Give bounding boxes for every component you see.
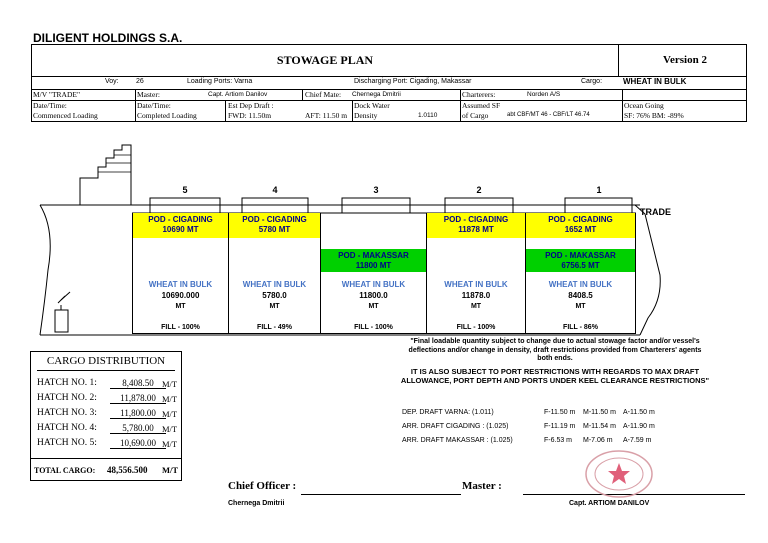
hatch-1 [525,213,636,334]
hatch-unit-2: M/T [162,394,178,404]
pod-makassar-box: POD - MAKASSAR 6756.5 MT [526,249,635,272]
hatch-unit: MT [175,303,186,310]
pod-makassar-box: POD - MAKASSAR 11800 MT [321,249,426,272]
chief-mate-label: Chief Mate: [305,90,342,99]
draft-aft-cigading: A-11.90 m [623,423,655,430]
hatch-number-5: 5 [182,185,188,195]
voy-value: 26 [136,78,144,85]
master-signature-label: Master : [462,480,502,492]
hatch-quantity: 11878.0 [461,291,491,300]
version-label: Version 2 [663,54,707,66]
draft-fwd-cigading: F-11.19 m [544,423,576,430]
total-cargo-label: TOTAL CARGO: [34,466,96,475]
density-label: Density [354,111,378,120]
hatch-row-5: HATCH NO. 5: [37,438,97,448]
hatch-unit: MT [470,303,482,310]
cargo-type: WHEAT IN BULK [242,280,307,289]
cargo-distribution-title: CARGO DISTRIBUTION [46,355,166,367]
dock-water-label: Dock Water [354,101,390,110]
total-cargo-value: 48,556.500 [107,465,148,475]
draft-aft-makassar: A-7.59 m [623,437,652,444]
page-title: STOWAGE PLAN [276,53,374,67]
pod-cigading-box: POD - CIGADING 10690 MT [133,213,228,238]
hatch-value-4: 5,780.00 [110,423,166,434]
hatch-row-1: HATCH NO. 1: [37,378,97,388]
draft-label-varna: DEP. DRAFT VARNA: (1.011) [402,409,494,416]
hatch-quantity: 5780.0 [262,291,287,300]
hatch-2 [426,213,526,334]
ship-stamp-icon [582,448,656,500]
draft-fwd-makassar: F-6.53 m [544,437,573,444]
assumed-sf-label: Assumed SF [462,101,501,110]
cargo-type: WHEAT IN BULK [444,280,508,289]
draft-mid-makassar: M-7.06 m [583,437,613,444]
master-value: Capt. Artiom Danilov [208,91,268,98]
chief-mate-value: Chernega Dmitrii [352,91,401,98]
hatch-5 [132,213,229,334]
cargo-type: WHEAT IN BULK [148,280,213,289]
discharging-port: Discharging Port: Cigading, Makassar [354,78,472,85]
hatch-value-2: 11,878.00 [110,393,166,404]
hatch-number-4: 4 [272,185,278,195]
ocean-going-label: Ocean Going [624,101,664,110]
ocean-going-sf-bm: SF: 76% BM: -89% [624,111,684,120]
hatch-quantity: 10690.000 [161,291,200,300]
pod-cigading-box: POD - CIGADING 5780 MT [229,213,320,238]
hatch-value-5: 10,690.00 [110,438,166,449]
vessel-name: M/V "TRADE" [33,90,81,99]
cargo-value: WHEAT IN BULK [623,77,687,86]
hatch-quantity: 8408.5 [568,291,593,300]
hatch-fill: FILL - 49% [257,324,292,331]
commenced-loading-label: Commenced Loading [33,111,98,120]
draft-fwd-varna: F-11.50 m [544,409,576,416]
hatch-unit: MT [575,303,586,310]
hatch-fill: FILL - 100% [456,324,496,331]
est-draft-aft: AFT: 11.50 m [305,111,348,120]
total-cargo-unit: M/T [162,465,179,475]
pod-cigading-box: POD - CIGADING 1652 MT [526,213,635,238]
draft-aft-varna: A-11.50 m [623,409,655,416]
est-draft-fwd: FWD: 11.50m [228,111,272,120]
pod-cigading-box: POD - CIGADING 11878 MT [427,213,525,238]
hatch-number-2: 2 [476,185,482,195]
draft-mid-cigading: M-11.54 m [583,423,616,430]
loadable-quantity-note: "Final loadable quantity subject to change due to actual stowage factor and/or vessel's deflections and/or change in density, draft restrictions provided from Charterers' agents both ends. [408,338,702,362]
hatch-unit-4: M/T [162,424,178,434]
draft-label-cigading: ARR. DRAFT CIGADING : (1.025) [402,423,509,430]
hatch-4 [228,213,321,334]
est-draft-label: Est Dep Draft : [228,101,274,110]
hatch-value-1: 8,408.50 [110,378,166,389]
hatch-row-3: HATCH NO. 3: [37,408,97,418]
hatch-row-4: HATCH NO. 4: [37,423,97,433]
hatch-fill: FILL - 100% [161,324,200,331]
completed-loading-label: Completed Loading [137,111,197,120]
hatch-fill: FILL - 100% [354,324,393,331]
density-value: 1.0110 [418,112,438,119]
date-commenced-label: Date/Time: [33,101,67,110]
draft-mid-varna: M-11.50 m [583,409,616,416]
hatch-quantity: 11800.0 [359,291,388,300]
hatch-unit-3: M/T [162,409,178,419]
voy-label: Voy: [105,78,119,85]
hatch-3 [320,213,427,334]
company-name: DILIGENT HOLDINGS S.A. [33,31,183,45]
ship-name: TRADE [640,207,671,217]
hatch-unit: MT [368,303,379,310]
hatch-unit: MT [269,303,280,310]
hatch-number-1: 1 [596,185,602,195]
charterers-value: Norden A/S [527,91,561,98]
hatch-number-3: 3 [373,185,379,195]
charterers-label: Charterers: [462,90,496,99]
date-completed-label: Date/Time: [137,101,171,110]
assumed-sf-cargo-label: of Cargo [462,111,489,120]
chief-officer-label: Chief Officer : [228,480,297,492]
master-label: Master: [137,90,160,99]
chief-officer-signature-line [301,494,461,495]
master-name: Capt. ARTIOM DANILOV [569,500,650,507]
port-restrictions-note: IT IS ALSO SUBJECT TO PORT RESTRICTIONS WITH REGARDS TO MAX DRAFT ALLOWANCE, PORT DEPTH AND PORTS UNDER KEEL CLEARANCE RESTRICTIONS" [400,367,710,385]
hatch-value-3: 11,800.00 [110,408,166,419]
draft-label-makassar: ARR. DRAFT MAKASSAR : (1.025) [402,437,513,444]
cargo-type: WHEAT IN BULK [341,280,406,289]
cargo-type: WHEAT IN BULK [548,280,613,289]
hatch-unit-5: M/T [162,439,178,449]
cargo-distribution-box [30,351,182,481]
assumed-sf-value: abt CBF/MT 46 - CBF/LT 46.74 [507,112,590,118]
total-cargo-row [31,458,181,482]
hatch-fill: FILL - 86% [563,324,598,331]
loading-ports: Loading Ports: Varna [187,78,253,85]
cargo-label: Cargo: [581,78,603,85]
hatch-row-2: HATCH NO. 2: [37,393,97,403]
chief-officer-name: Chernega Dmitrii [228,500,285,507]
hatch-unit-1: M/T [162,379,178,389]
